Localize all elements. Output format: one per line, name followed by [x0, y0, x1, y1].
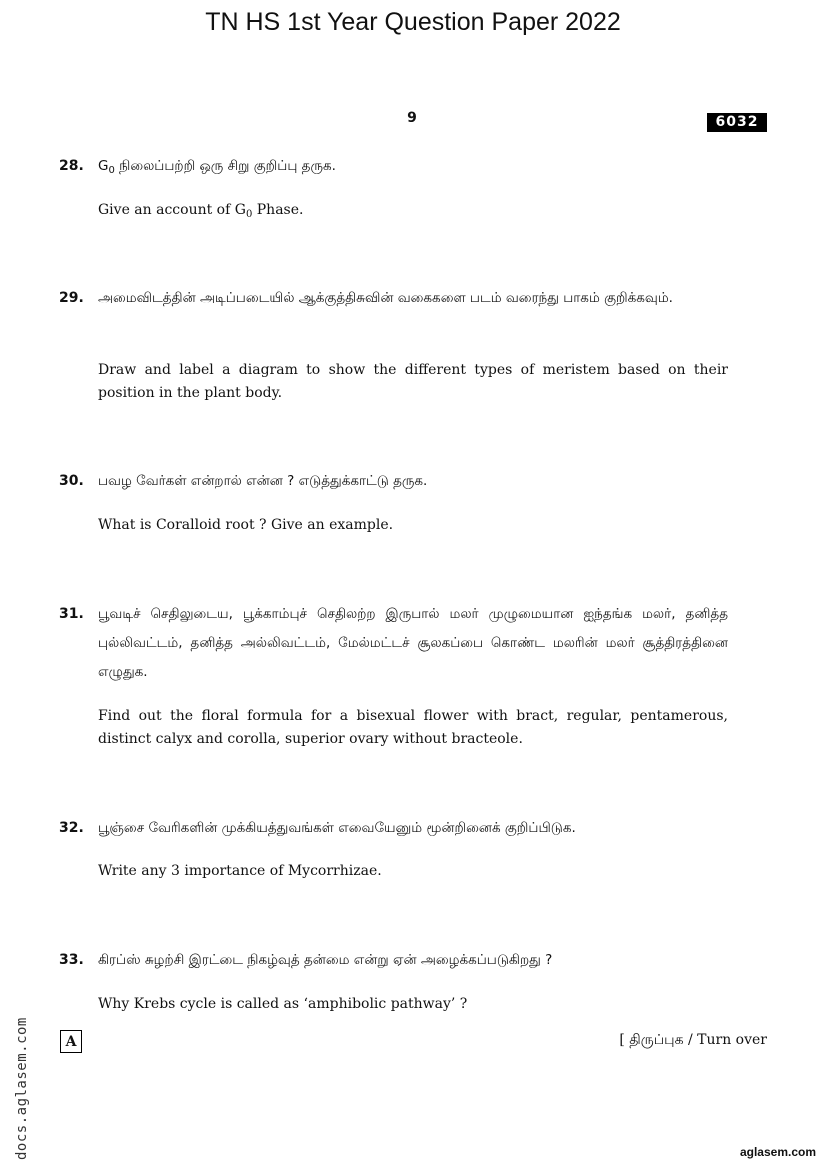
question-number: 32. — [59, 820, 84, 836]
question-tamil-text: $G_0$ நிலைப்பற்றி ஒரு சிறு குறிப்பு தருக. — [98, 158, 336, 176]
corner-watermark: aglasem.com — [739, 1145, 816, 1159]
question-english-text: Give an account of $G_0$ Phase. — [98, 202, 304, 220]
question-english-text: Find out the floral formula for a bisexual flower with bract, regular, pentamerous, distinct calyx and corolla, superior ovary without bracteole. — [98, 708, 728, 747]
question-number: 29. — [59, 290, 84, 306]
question-english-text: Why Krebs cycle is called as ‘amphibolic pathway’ ? — [98, 996, 468, 1012]
question-number: 30. — [59, 473, 84, 489]
question-number: 31. — [59, 606, 84, 622]
question-number: 28. — [59, 158, 84, 174]
question-tamil-text: கிரப்ஸ் சுழற்சி இரட்டை நிகழ்வுத் தன்மை என்று ஏன் அழைக்கப்படுகிறது ? — [98, 952, 553, 968]
question-tamil-text: பூவடிச் செதிலுடைய, பூக்காம்புச் செதிலற்ற இருபால் மலர் முழுமையான ஐந்தங்க மலர், தனித்த புல்லிவட்டம், தனித்த அல்லிவட்டம், மேல்மட்டச் சூலகப்பை கொண்ட மலரின் மலர் சூத்திரத்தினை எழுதுக. — [98, 606, 728, 680]
series-box: A — [60, 1030, 82, 1053]
question-english-text: What is Coralloid root ? Give an example. — [98, 517, 394, 533]
document-banner-title: TN HS 1st Year Question Paper 2022 — [205, 8, 621, 36]
page-number: 9 — [407, 110, 417, 126]
paper-code-badge: 6032 — [707, 113, 767, 132]
question-english-text: Write any 3 importance of Mycorrhizae. — [98, 863, 382, 879]
question-tamil-text: பவழ வேர்கள் என்றால் என்ன ? எடுத்துக்காட்டு தருக. — [98, 473, 428, 489]
question-tamil-text: பூஞ்சை வேரிகளின் முக்கியத்துவங்கள் எவையேனும் மூன்றினைக் குறிப்பிடுக. — [98, 820, 576, 836]
question-english-text: Draw and label a diagram to show the different types of meristem based on their position in the plant body. — [98, 362, 728, 401]
question-number: 33. — [59, 952, 84, 968]
turn-over-label: [ திருப்புக / Turn over — [619, 1032, 767, 1048]
question-tamil-text: அமைவிடத்தின் அடிப்படையில் ஆக்குத்திசுவின் வகைகளை படம் வரைந்து பாகம் குறிக்கவும். — [98, 290, 673, 306]
side-watermark: docs.aglasem.com — [14, 1017, 30, 1160]
